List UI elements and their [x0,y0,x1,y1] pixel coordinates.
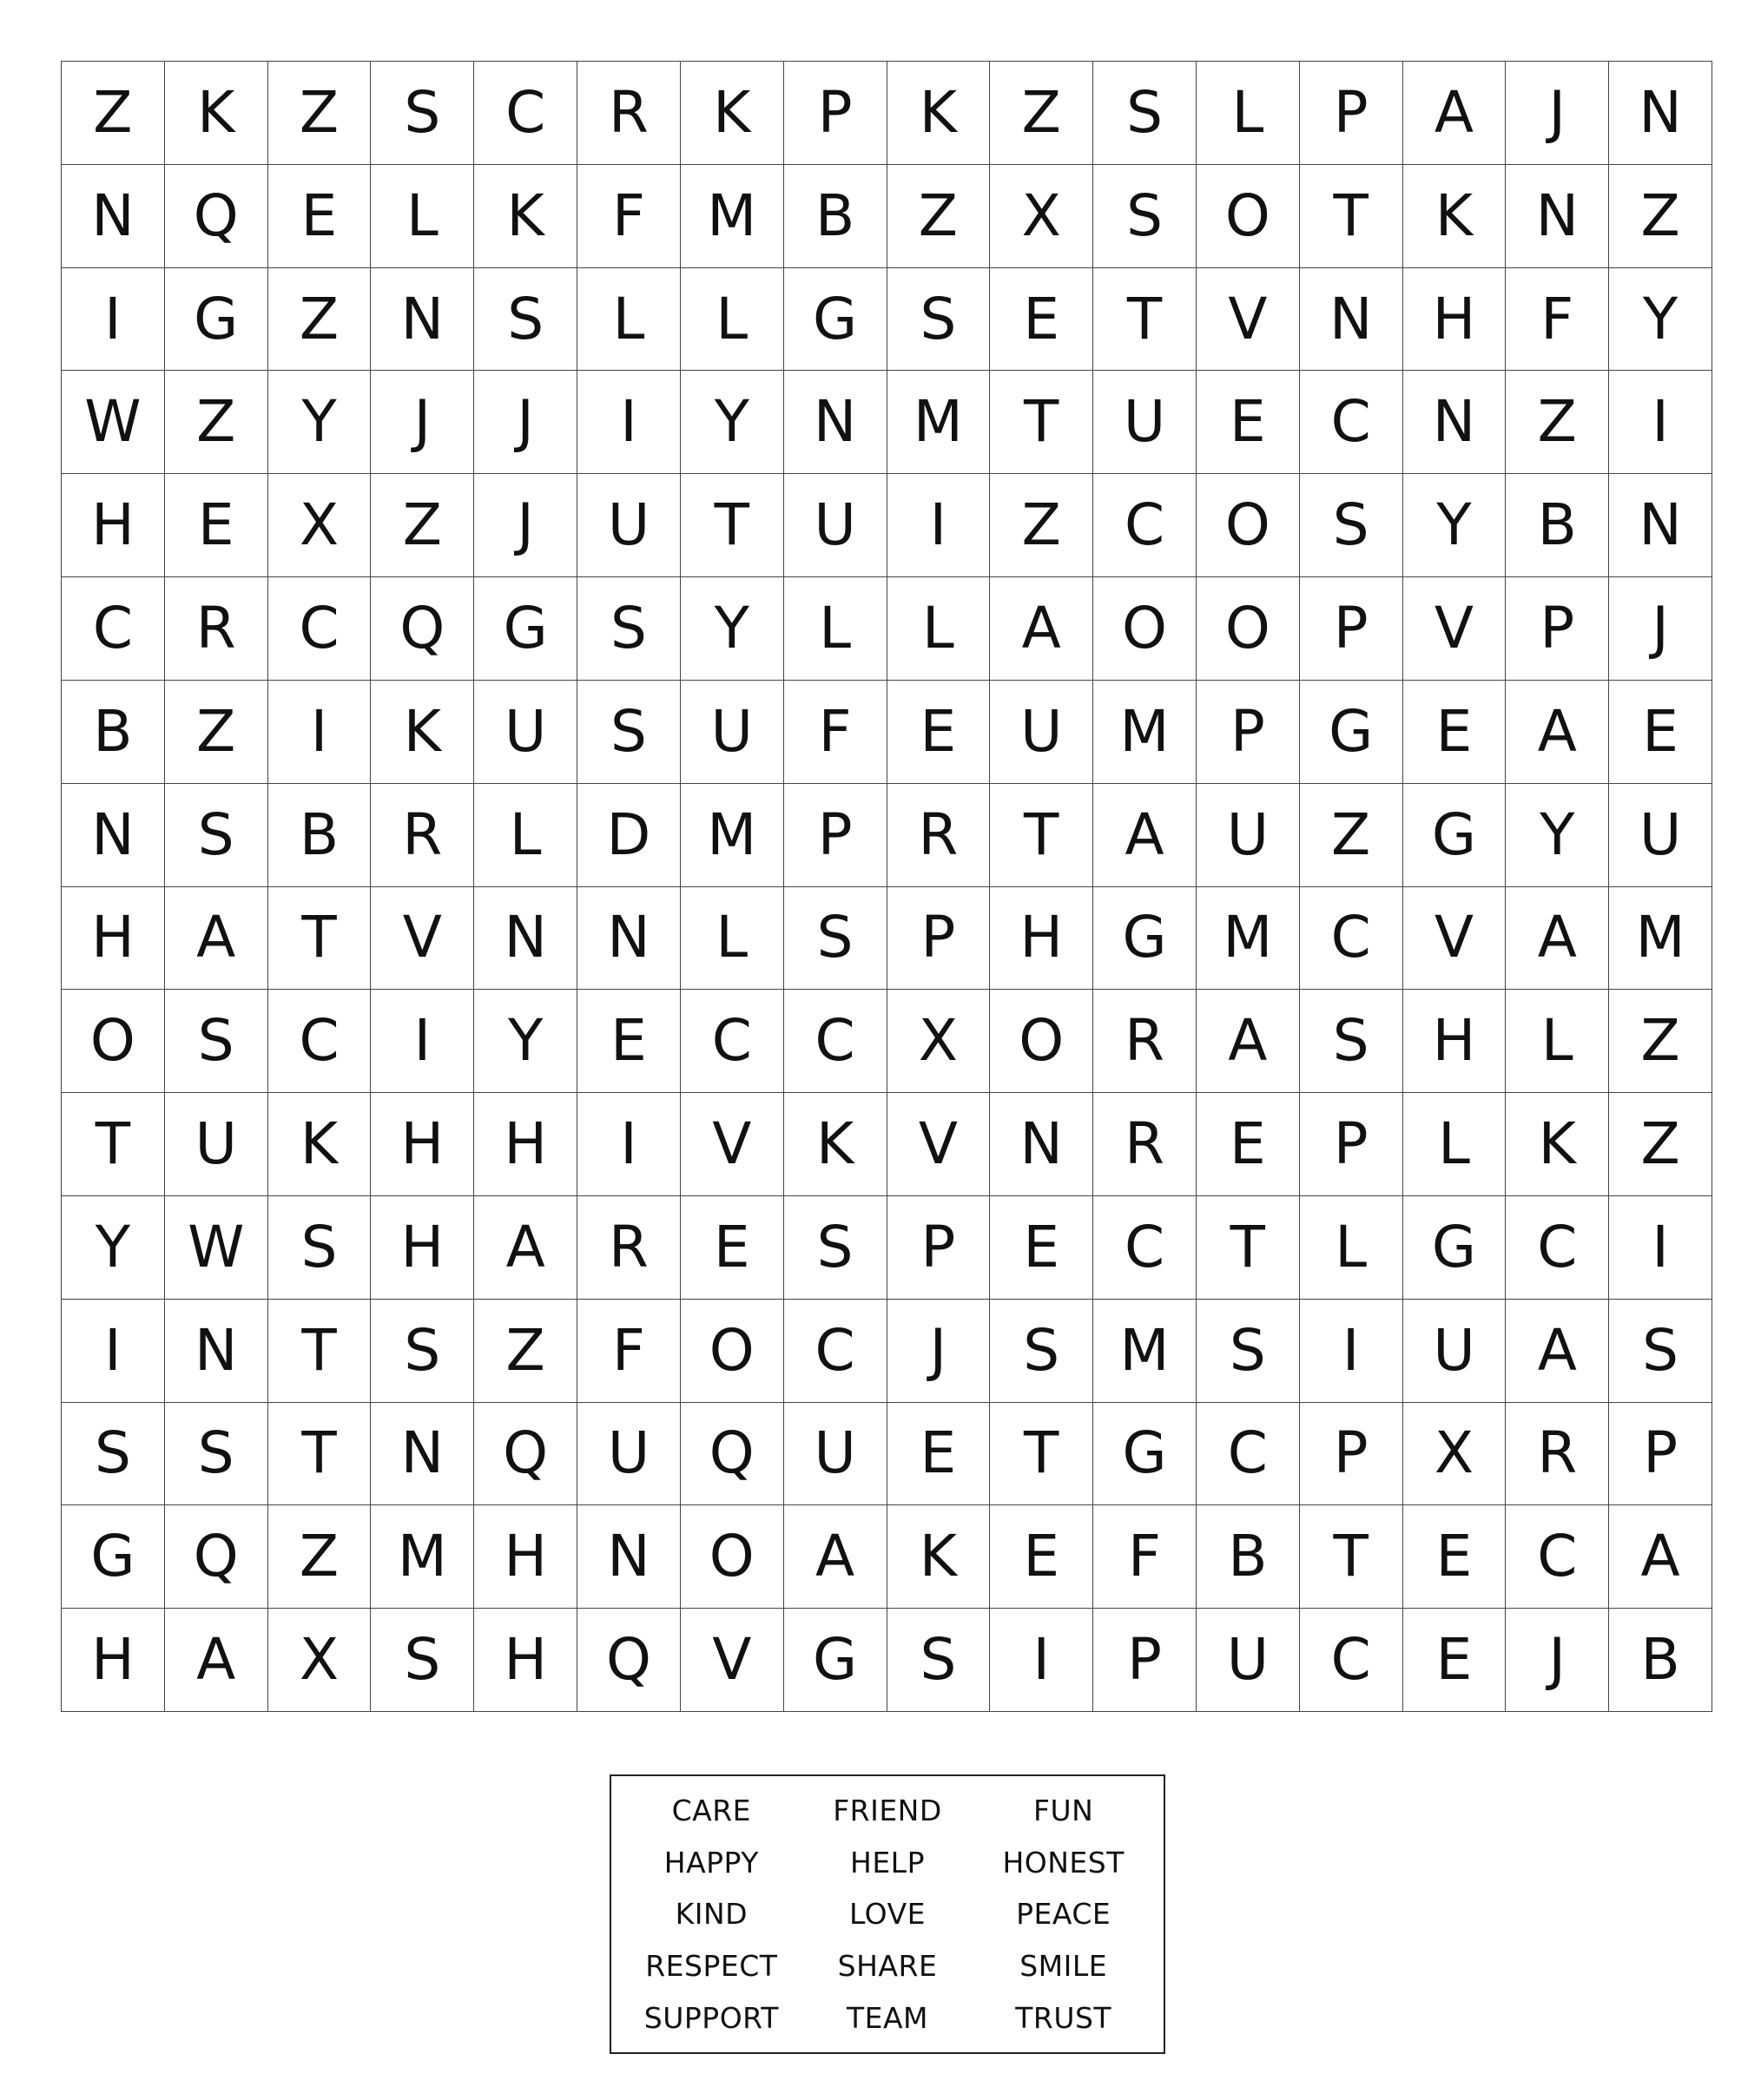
grid-cell[interactable]: E [1197,1093,1300,1196]
word-bank [610,1774,1165,2054]
grid-cell[interactable]: O [1197,577,1300,681]
grid-cell[interactable]: E [577,990,681,1093]
grid-cell[interactable]: H [474,1093,577,1196]
grid-cell[interactable]: J [1506,62,1609,165]
grid-cell[interactable]: Z [268,268,372,372]
grid-cell[interactable]: S [577,681,681,784]
grid-cell[interactable]: N [577,1505,681,1609]
grid-cell[interactable]: P [887,1196,991,1300]
grid-cell[interactable]: S [165,1403,268,1506]
grid-cell[interactable]: B [1197,1505,1300,1609]
grid-cell[interactable]: Z [165,681,268,784]
grid-cell[interactable]: I [1300,1300,1403,1403]
grid-cell[interactable]: O [1093,577,1197,681]
grid-cell[interactable]: Z [1609,165,1712,268]
grid-cell[interactable]: E [1403,1505,1507,1609]
grid-cell[interactable]: S [62,1403,165,1506]
grid-cell[interactable]: R [1093,990,1197,1093]
grid-cell[interactable]: M [681,165,784,268]
grid-cell[interactable]: H [1403,990,1507,1093]
grid-cell[interactable]: S [784,887,887,991]
grid-cell[interactable]: E [268,165,372,268]
grid-cell[interactable]: C [1300,371,1403,474]
grid-cell[interactable]: F [577,1300,681,1403]
grid-cell[interactable]: N [1609,474,1712,577]
grid-cell[interactable]: J [474,474,577,577]
grid-cell[interactable]: L [784,577,887,681]
grid-cell[interactable]: T [268,1300,372,1403]
grid-cell[interactable]: U [1197,1609,1300,1712]
grid-cell[interactable]: S [784,1196,887,1300]
grid-cell[interactable]: I [577,371,681,474]
grid-cell[interactable]: A [1506,1300,1609,1403]
grid-cell[interactable]: N [1609,62,1712,165]
grid-cell[interactable]: U [681,681,784,784]
grid-cell[interactable]: Z [268,62,372,165]
grid-cell[interactable]: M [371,1505,474,1609]
grid-cell[interactable]: I [1609,371,1712,474]
grid-cell[interactable]: V [1403,577,1507,681]
grid-cell[interactable]: Y [268,371,372,474]
grid-cell[interactable]: S [990,1300,1093,1403]
word-bank-item: FRIEND [833,1794,942,1828]
grid-cell[interactable]: L [371,165,474,268]
grid-cell[interactable]: P [1300,577,1403,681]
grid-cell[interactable]: E [165,474,268,577]
grid-cell[interactable]: B [62,681,165,784]
grid-cell[interactable]: A [1197,990,1300,1093]
grid-cell[interactable]: S [1609,1300,1712,1403]
grid-cell[interactable]: T [1093,268,1197,372]
grid-cell[interactable]: E [990,1196,1093,1300]
grid-cell[interactable]: K [784,1093,887,1196]
grid-cell[interactable]: N [1300,268,1403,372]
grid-cell[interactable]: C [681,990,784,1093]
grid-cell[interactable]: G [1403,1196,1507,1300]
grid-cell[interactable]: L [887,577,991,681]
grid-cell[interactable]: Z [165,371,268,474]
grid-cell[interactable]: N [1506,165,1609,268]
grid-cell[interactable]: M [1197,887,1300,991]
grid-cell[interactable]: A [1093,784,1197,887]
grid-cell[interactable]: A [990,577,1093,681]
grid-cell[interactable]: Y [1506,784,1609,887]
grid-cell[interactable]: P [784,62,887,165]
grid-cell[interactable]: V [371,887,474,991]
grid-cell[interactable]: L [1506,990,1609,1093]
grid-cell[interactable]: Z [1609,990,1712,1093]
grid-cell[interactable]: B [268,784,372,887]
grid-cell[interactable]: L [1300,1196,1403,1300]
grid-cell[interactable]: A [1506,887,1609,991]
word-bank-item: RESPECT [645,1949,778,1984]
grid-cell[interactable]: K [887,1505,991,1609]
grid-cell[interactable]: T [62,1093,165,1196]
grid-cell[interactable]: Q [474,1403,577,1506]
grid-cell[interactable]: N [474,887,577,991]
grid-cell[interactable]: Z [268,1505,372,1609]
word-bank-item: TRUST [1015,2000,1112,2035]
grid-cell[interactable]: E [1403,1609,1507,1712]
grid-cell[interactable]: E [1197,371,1300,474]
grid-cell[interactable]: I [268,681,372,784]
grid-cell[interactable]: R [1093,1093,1197,1196]
grid-cell[interactable]: S [1093,62,1197,165]
grid-cell[interactable]: Z [371,474,474,577]
grid-cell[interactable]: K [887,62,991,165]
grid-cell[interactable]: N [1403,371,1507,474]
grid-cell[interactable]: R [577,1196,681,1300]
word-bank-item: SUPPORT [643,2000,779,2035]
grid-cell[interactable]: H [474,1505,577,1609]
grid-cell[interactable]: A [1403,62,1507,165]
grid-cell[interactable]: Q [165,165,268,268]
grid-cell[interactable]: L [1197,62,1300,165]
grid-cell[interactable]: G [474,577,577,681]
grid-cell[interactable]: Y [474,990,577,1093]
grid-cell[interactable]: C [268,577,372,681]
grid-cell[interactable]: K [268,1093,372,1196]
grid-cell[interactable]: V [681,1609,784,1712]
grid-cell[interactable]: H [62,887,165,991]
grid-cell[interactable]: Q [577,1609,681,1712]
grid-cell[interactable]: U [1197,784,1300,887]
grid-cell[interactable]: Q [681,1403,784,1506]
grid-cell[interactable]: R [165,577,268,681]
grid-cell[interactable]: Z [990,62,1093,165]
grid-cell[interactable]: O [681,1300,784,1403]
grid-cell[interactable]: E [887,681,991,784]
grid-cell[interactable]: U [474,681,577,784]
grid-cell[interactable]: V [887,1093,991,1196]
grid-cell[interactable]: J [887,1300,991,1403]
grid-cell[interactable]: S [371,1300,474,1403]
word-bank-item: HAPPY [663,1845,759,1879]
word-bank-item: TEAM [846,2000,929,2035]
word-bank-item: HELP [850,1845,925,1879]
grid-cell[interactable]: X [268,1609,372,1712]
grid-cell[interactable]: L [474,784,577,887]
grid-cell[interactable]: U [784,1403,887,1506]
grid-cell[interactable]: V [1403,887,1507,991]
grid-cell[interactable]: C [784,990,887,1093]
grid-cell[interactable]: S [474,268,577,372]
grid-cell[interactable]: Z [474,1300,577,1403]
grid-cell[interactable]: A [165,887,268,991]
grid-cell[interactable]: Z [62,62,165,165]
grid-cell[interactable]: C [1300,1609,1403,1712]
grid-cell[interactable]: Y [681,371,784,474]
grid-cell[interactable]: X [1403,1403,1507,1506]
grid-cell[interactable]: C [784,1300,887,1403]
grid-cell[interactable]: E [887,1403,991,1506]
grid-cell[interactable]: F [784,681,887,784]
grid-cell[interactable]: S [165,990,268,1093]
grid-cell[interactable]: G [1403,784,1507,887]
word-bank-item: CARE [671,1794,752,1828]
grid-cell[interactable]: F [1093,1505,1197,1609]
grid-cell[interactable]: R [577,62,681,165]
grid-cell[interactable]: P [1093,1609,1197,1712]
grid-cell[interactable]: S [268,1196,372,1300]
grid-cell[interactable]: Y [62,1196,165,1300]
grid-cell[interactable]: N [784,371,887,474]
grid-cell[interactable]: R [371,784,474,887]
grid-cell[interactable]: T [681,474,784,577]
grid-cell[interactable]: L [681,887,784,991]
grid-cell[interactable]: P [1197,681,1300,784]
grid-cell[interactable]: B [1506,474,1609,577]
grid-cell[interactable]: T [1300,165,1403,268]
grid-cell[interactable]: E [681,1196,784,1300]
grid-cell[interactable]: P [1506,577,1609,681]
grid-cell[interactable]: P [887,887,991,991]
grid-cell[interactable]: O [681,1505,784,1609]
grid-cell[interactable]: E [990,1505,1093,1609]
grid-cell[interactable]: C [1506,1505,1609,1609]
grid-cell[interactable]: A [784,1505,887,1609]
grid-cell[interactable]: S [887,1609,991,1712]
word-bank-item: LOVE [848,1897,926,1932]
grid-cell[interactable]: U [165,1093,268,1196]
grid-cell[interactable]: Y [681,577,784,681]
grid-cell[interactable]: L [577,268,681,372]
grid-cell[interactable]: E [990,268,1093,372]
grid-cell[interactable]: N [371,268,474,372]
grid-cell[interactable]: K [165,62,268,165]
grid-cell[interactable]: I [887,474,991,577]
grid-cell[interactable]: Y [1609,268,1712,372]
grid-cell[interactable]: I [1609,1196,1712,1300]
grid-cell[interactable]: C [1300,887,1403,991]
grid-cell[interactable]: O [1197,165,1300,268]
grid-cell[interactable]: L [1403,1093,1507,1196]
grid-cell[interactable]: Y [1403,474,1507,577]
grid-cell[interactable]: P [1300,62,1403,165]
grid-cell[interactable]: X [990,165,1093,268]
grid-cell[interactable]: B [1609,1609,1712,1712]
grid-cell[interactable]: O [990,990,1093,1093]
grid-cell[interactable]: R [1506,1403,1609,1506]
grid-cell[interactable]: S [1300,474,1403,577]
grid-cell[interactable]: K [371,681,474,784]
grid-cell[interactable]: U [990,681,1093,784]
grid-cell[interactable]: H [474,1609,577,1712]
grid-cell[interactable]: H [62,474,165,577]
grid-cell[interactable]: M [1093,1300,1197,1403]
grid-cell[interactable]: O [62,990,165,1093]
grid-cell[interactable]: K [1506,1093,1609,1196]
grid-cell[interactable]: I [577,1093,681,1196]
grid-cell[interactable]: T [990,1403,1093,1506]
grid-cell[interactable]: M [1609,887,1712,991]
grid-cell[interactable]: S [371,62,474,165]
grid-cell[interactable]: I [62,268,165,372]
grid-cell[interactable]: Z [990,474,1093,577]
grid-cell[interactable]: Q [371,577,474,681]
grid-cell[interactable]: V [681,1093,784,1196]
grid-cell[interactable]: M [887,371,991,474]
grid-cell[interactable]: T [268,1403,372,1506]
grid-cell[interactable]: S [371,1609,474,1712]
grid-cell[interactable]: G [784,268,887,372]
grid-cell[interactable]: K [681,62,784,165]
grid-cell[interactable]: N [62,784,165,887]
grid-cell[interactable]: N [371,1403,474,1506]
grid-cell[interactable]: C [1197,1403,1300,1506]
grid-cell[interactable]: Z [1300,784,1403,887]
grid-cell[interactable]: G [165,268,268,372]
word-bank-item: SMILE [1019,1949,1108,1984]
grid-cell[interactable]: J [371,371,474,474]
grid-cell[interactable]: T [268,887,372,991]
grid-cell[interactable]: Z [887,165,991,268]
grid-cell[interactable]: Q [165,1505,268,1609]
grid-cell[interactable]: C [474,62,577,165]
grid-cell[interactable]: C [268,990,372,1093]
grid-cell[interactable]: J [1609,577,1712,681]
grid-cell[interactable]: H [371,1093,474,1196]
grid-cell[interactable]: N [62,165,165,268]
grid-cell[interactable]: U [1093,371,1197,474]
grid-cell[interactable]: C [1093,474,1197,577]
grid-cell[interactable]: A [165,1609,268,1712]
grid-cell[interactable]: T [990,784,1093,887]
grid-cell[interactable]: N [165,1300,268,1403]
grid-cell[interactable]: D [577,784,681,887]
grid-cell[interactable]: J [1506,1609,1609,1712]
grid-cell[interactable]: H [990,887,1093,991]
grid-cell[interactable]: M [681,784,784,887]
grid-cell[interactable]: R [887,784,991,887]
grid-cell[interactable]: S [887,268,991,372]
word-bank-item: PEACE [1016,1897,1111,1932]
word-bank-item: HONEST [1002,1845,1125,1879]
grid-cell[interactable]: U [1609,784,1712,887]
grid-cell[interactable]: N [577,887,681,991]
grid-cell[interactable]: F [577,165,681,268]
grid-cell[interactable]: E [1609,681,1712,784]
grid-cell[interactable]: X [887,990,991,1093]
word-bank-item: KIND [675,1897,749,1932]
grid-cell[interactable]: H [371,1196,474,1300]
grid-cell[interactable]: G [784,1609,887,1712]
grid-cell[interactable]: I [62,1300,165,1403]
grid-cell[interactable]: T [990,371,1093,474]
grid-cell[interactable]: H [62,1609,165,1712]
grid-cell[interactable]: P [784,784,887,887]
grid-cell[interactable]: Z [1506,371,1609,474]
grid-cell[interactable]: O [1197,474,1300,577]
grid-cell[interactable]: C [1093,1196,1197,1300]
grid-cell[interactable]: T [1197,1196,1300,1300]
grid-cell[interactable]: M [1093,681,1197,784]
grid-cell[interactable]: S [165,784,268,887]
grid-cell[interactable]: W [165,1196,268,1300]
grid-cell[interactable]: S [577,577,681,681]
grid-cell[interactable]: C [62,577,165,681]
grid-cell[interactable]: B [784,165,887,268]
word-search-grid [61,61,1712,1712]
grid-cell[interactable]: K [474,165,577,268]
grid-cell[interactable]: S [1093,165,1197,268]
grid-cell[interactable]: U [577,474,681,577]
grid-cell[interactable]: P [1300,1403,1403,1506]
grid-cell[interactable]: N [990,1093,1093,1196]
grid-cell[interactable]: H [1403,268,1507,372]
grid-cell[interactable]: G [1093,887,1197,991]
grid-cell[interactable]: J [474,371,577,474]
grid-cell[interactable]: E [1403,681,1507,784]
grid-cell[interactable]: P [1300,1093,1403,1196]
grid-cell[interactable]: P [1609,1403,1712,1506]
grid-cell[interactable]: I [990,1609,1093,1712]
grid-cell[interactable]: A [474,1196,577,1300]
grid-cell[interactable]: Z [1609,1093,1712,1196]
grid-cell[interactable]: G [1300,681,1403,784]
grid-cell[interactable]: U [1403,1300,1507,1403]
grid-cell[interactable]: S [1197,1300,1300,1403]
grid-cell[interactable]: T [1300,1505,1403,1609]
grid-cell[interactable]: A [1506,681,1609,784]
grid-cell[interactable]: G [62,1505,165,1609]
grid-cell[interactable]: W [62,371,165,474]
grid-cell[interactable]: U [784,474,887,577]
word-bank-item: SHARE [837,1949,938,1984]
grid-cell[interactable]: K [1403,165,1507,268]
word-bank-item: FUN [1033,1794,1094,1828]
grid-cell[interactable]: I [371,990,474,1093]
grid-cell[interactable]: V [1197,268,1300,372]
grid-cell[interactable]: F [1506,268,1609,372]
grid-cell[interactable]: S [1300,990,1403,1093]
grid-cell[interactable]: L [681,268,784,372]
grid-cell[interactable]: C [1506,1196,1609,1300]
grid-cell[interactable]: A [1609,1505,1712,1609]
grid-cell[interactable]: G [1093,1403,1197,1506]
grid-cell[interactable]: U [577,1403,681,1506]
grid-cell[interactable]: X [268,474,372,577]
